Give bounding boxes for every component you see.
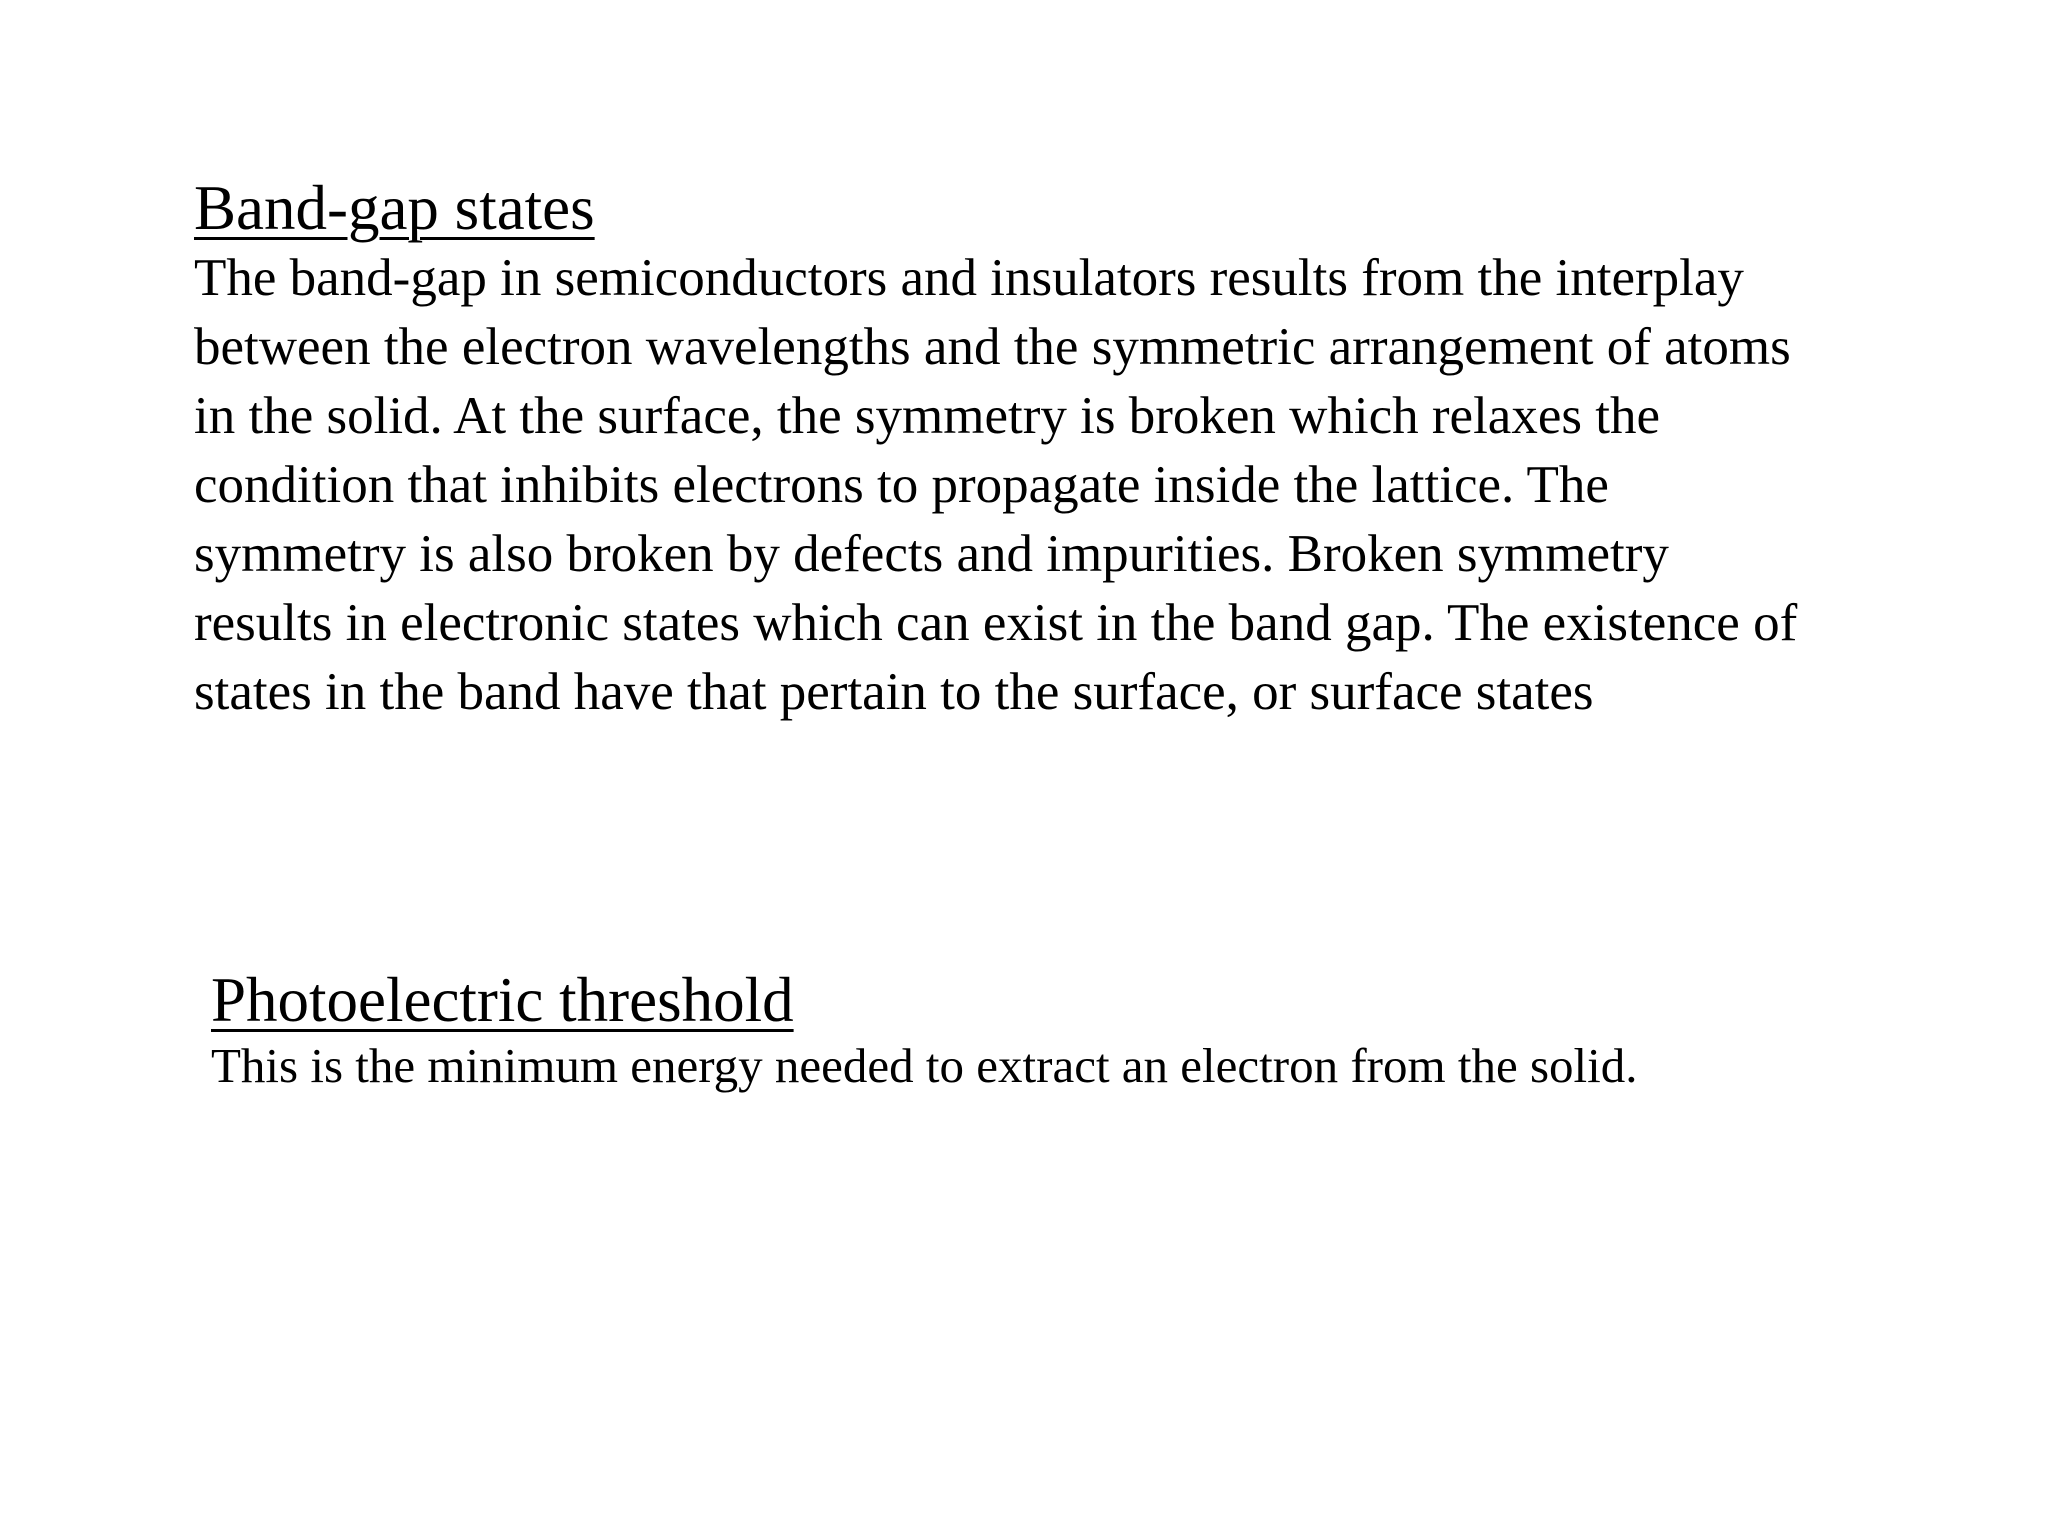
band-gap-line: results in electronic states which can exist in the band gap. The existence of bbox=[194, 594, 1798, 652]
band-gap-line: symmetry is also broken by defects and impurities. Broken symmetry bbox=[194, 525, 1669, 583]
band-gap-line: The band-gap in semiconductors and insulators results from the interplay bbox=[194, 249, 1744, 307]
band-gap-heading: Band-gap states bbox=[194, 173, 595, 243]
band-gap-line: in the solid. At the surface, the symmetry is broken which relaxes the bbox=[194, 387, 1660, 445]
photoelectric-text: This is the minimum energy needed to extract an electron from the solid. bbox=[211, 1038, 1638, 1093]
band-gap-line: condition that inhibits electrons to propagate inside the lattice. The bbox=[194, 456, 1609, 514]
band-gap-line: states in the band have that pertain to the surface, or surface states bbox=[194, 663, 1594, 721]
photoelectric-section bbox=[211, 964, 1971, 1096]
photoelectric-heading: Photoelectric threshold bbox=[211, 965, 794, 1035]
band-gap-section bbox=[194, 172, 1974, 727]
band-gap-line: between the electron wavelengths and the symmetric arrangement of atoms bbox=[194, 318, 1791, 376]
